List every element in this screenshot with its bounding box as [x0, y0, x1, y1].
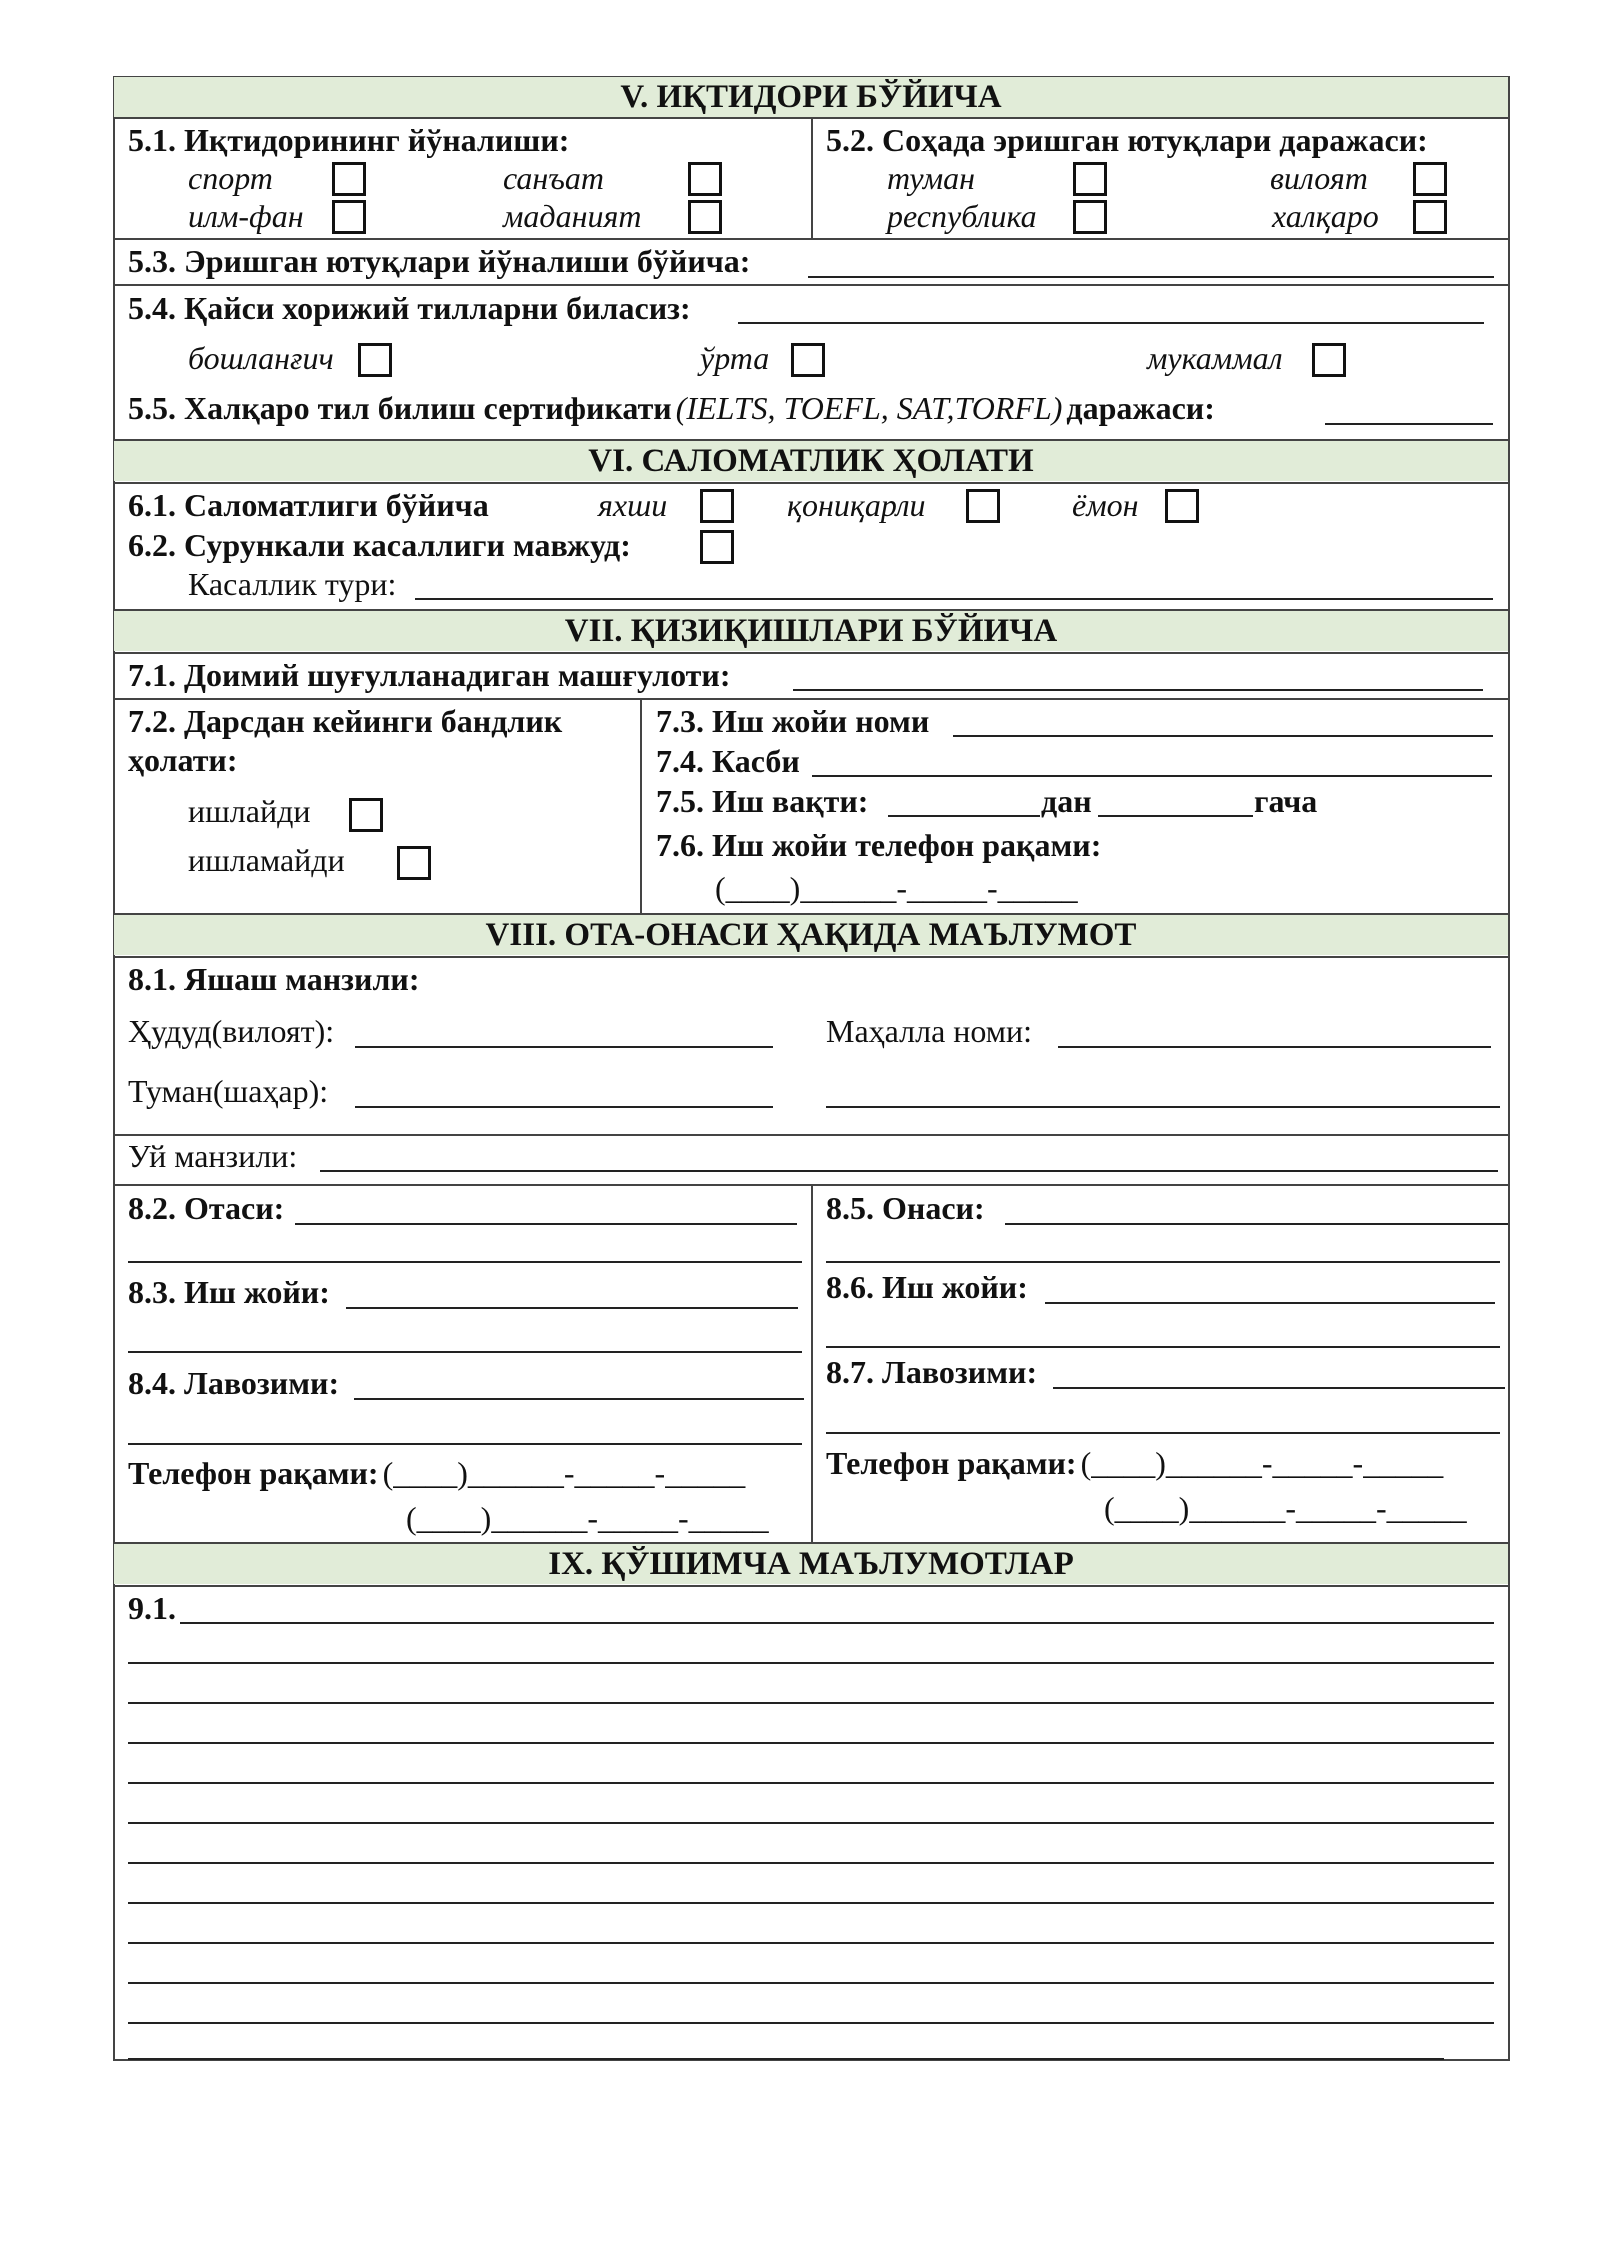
- health-poor-checkbox[interactable]: [1165, 489, 1199, 523]
- q86-label: 8.6. Иш жойи:: [826, 1269, 1028, 1305]
- mahalla-input-line[interactable]: [1058, 1046, 1491, 1048]
- notes-line-5[interactable]: [128, 1782, 1494, 1784]
- q55-input-line[interactable]: [1325, 423, 1493, 425]
- divider: [811, 117, 813, 239]
- health-satisfactory-checkbox[interactable]: [966, 489, 1000, 523]
- q81-label: 8.1. Яшаш манзили:: [128, 961, 420, 997]
- health-satisfactory-label: қониқарли: [787, 487, 926, 523]
- father-name-input-line-2[interactable]: [128, 1261, 802, 1263]
- divider: [113, 1585, 1510, 1587]
- mother-position-input-line-2[interactable]: [826, 1432, 1500, 1434]
- father-workplace-input-line-2[interactable]: [128, 1351, 802, 1353]
- q55-label: [128, 390, 1215, 427]
- mother-name-input-line[interactable]: [1005, 1223, 1508, 1225]
- district-label: Туман(шаҳар):: [128, 1073, 329, 1109]
- level-region-checkbox[interactable]: [1413, 162, 1447, 196]
- q51-label: 5.1. Иқтидорининг йўналиши:: [128, 122, 570, 158]
- mahalla-label: Маҳалла номи:: [826, 1013, 1033, 1049]
- lang-intermediate-label: ўрта: [700, 340, 770, 376]
- notes-line-3[interactable]: [128, 1702, 1494, 1704]
- working-label: ишлайди: [188, 793, 311, 829]
- divider: [113, 698, 1510, 700]
- form-border-left: [113, 76, 115, 2061]
- notes-line-2[interactable]: [128, 1662, 1494, 1664]
- q72-label-line1: 7.2. Дарсдан кейинги бандлик: [128, 703, 563, 739]
- q53-input-line[interactable]: [808, 276, 1494, 278]
- q84-label: 8.4. Лавозими:: [128, 1365, 340, 1401]
- father-position-input-line-2[interactable]: [128, 1443, 802, 1445]
- mother-workplace-input-line-2[interactable]: [826, 1346, 1500, 1348]
- lang-intermediate-checkbox[interactable]: [791, 343, 825, 377]
- health-poor-label: ёмон: [1072, 487, 1139, 523]
- chronic-disease-checkbox[interactable]: [700, 530, 734, 564]
- father-phone-row: [128, 1455, 745, 1492]
- form-border-right: [1508, 76, 1510, 2061]
- divider: [113, 956, 1510, 958]
- q75-from-input-line[interactable]: [888, 815, 1040, 817]
- q54-label: 5.4. Қайси хорижий тилларни биласиз:: [128, 290, 691, 326]
- father-phone-field[interactable]: (____)______-_____-_____: [382, 1455, 746, 1491]
- q71-label: 7.1. Доимий шуғулланадиган машғулоти:: [128, 657, 731, 693]
- option-sport-checkbox[interactable]: [332, 162, 366, 196]
- mother-name-input-line-2[interactable]: [826, 1261, 1500, 1263]
- q73-input-line[interactable]: [953, 735, 1493, 737]
- level-international-checkbox[interactable]: [1413, 200, 1447, 234]
- section6-header: VI. САЛОМАТЛИК ҲОЛАТИ: [114, 441, 1508, 481]
- q61-label: 6.1. Саломатлиги бўйича: [128, 487, 489, 523]
- level-district-checkbox[interactable]: [1073, 162, 1107, 196]
- mother-workplace-input-line[interactable]: [1045, 1302, 1495, 1304]
- q91-label: 9.1.: [128, 1590, 176, 1626]
- home-address-input-line[interactable]: [320, 1170, 1498, 1172]
- section8-header: VIII. ОТА-ОНАСИ ҲАҚИДА МАЪЛУМОТ: [114, 915, 1508, 955]
- q52-label: 5.2. Соҳада эришган ютуқлари даражаси:: [826, 122, 1428, 158]
- divider: [113, 652, 1510, 654]
- q75-label: 7.5. Иш вақти:: [656, 783, 869, 819]
- mother-position-input-line[interactable]: [1053, 1387, 1505, 1389]
- option-art-checkbox[interactable]: [688, 162, 722, 196]
- q62-label: 6.2. Сурункали касаллиги мавжуд:: [128, 527, 631, 563]
- notes-line-1[interactable]: [180, 1622, 1494, 1624]
- q55-label-b: (IELTS, TOEFL, SAT,TORFL): [675, 390, 1063, 426]
- notes-line-12[interactable]: [128, 2058, 1444, 2060]
- mother-phone-field-2[interactable]: (____)______-_____-_____: [1104, 1490, 1467, 1526]
- option-science-label: илм-фан: [188, 198, 304, 234]
- q53-label: 5.3. Эришган ютуқлари йўналиши бўйича:: [128, 243, 751, 279]
- q74-label: 7.4. Касби: [656, 743, 800, 779]
- not-working-label: ишламайди: [188, 842, 345, 878]
- divider: [113, 1134, 1510, 1136]
- home-address-label: Уй манзили:: [128, 1138, 298, 1174]
- mahalla-extra-input-line[interactable]: [826, 1106, 1500, 1108]
- mother-phone-label: Телефон рақами:: [826, 1445, 1077, 1481]
- q71-input-line[interactable]: [793, 689, 1483, 691]
- q72-label-line2: ҳолати:: [128, 742, 238, 778]
- level-district-label: туман: [887, 160, 976, 196]
- lang-beginner-checkbox[interactable]: [358, 343, 392, 377]
- q54-input-line[interactable]: [738, 322, 1484, 324]
- region-input-line[interactable]: [355, 1046, 773, 1048]
- region-label: Ҳудуд(вилоят):: [128, 1013, 335, 1049]
- father-position-input-line[interactable]: [354, 1398, 804, 1400]
- section7-header: VII. ҚИЗИҚИШЛАРИ БЎЙИЧА: [114, 611, 1508, 651]
- father-workplace-input-line[interactable]: [346, 1307, 798, 1309]
- notes-line-11[interactable]: [128, 2022, 1494, 2024]
- option-sport-label: спорт: [188, 160, 273, 196]
- divider: [113, 238, 1510, 240]
- not-working-checkbox[interactable]: [397, 846, 431, 880]
- q74-input-line[interactable]: [812, 775, 1492, 777]
- lang-advanced-label: мукаммал: [1147, 340, 1283, 376]
- q76-phone-field[interactable]: (____)______-_____-_____: [715, 870, 1078, 906]
- q75-from-label: дан: [1041, 783, 1092, 819]
- q73-label: 7.3. Иш жойи номи: [656, 703, 930, 739]
- level-republic-label: республика: [887, 198, 1037, 234]
- level-international-label: халқаро: [1272, 198, 1379, 234]
- divider: [113, 284, 1510, 286]
- father-name-input-line[interactable]: [295, 1223, 797, 1225]
- mother-phone-row: [826, 1445, 1443, 1482]
- q85-label: 8.5. Онаси:: [826, 1190, 985, 1226]
- notes-line-4[interactable]: [128, 1742, 1494, 1744]
- father-phone-field-2[interactable]: (____)______-_____-_____: [406, 1500, 769, 1536]
- option-art-label: санъат: [503, 160, 604, 196]
- level-region-label: вилоят: [1270, 160, 1368, 196]
- mother-phone-field[interactable]: (____)______-_____-_____: [1080, 1445, 1444, 1481]
- disease-type-label: Касаллик тури:: [188, 566, 397, 602]
- lang-advanced-checkbox[interactable]: [1312, 343, 1346, 377]
- q76-label: 7.6. Иш жойи телефон рақами:: [656, 827, 1102, 863]
- q55-label-c: даражаси:: [1066, 390, 1215, 426]
- q55-label-a: 5.5. Халқаро тил билиш сертификати: [128, 390, 672, 426]
- disease-type-input-line[interactable]: [415, 598, 1493, 600]
- section5-header: V. ИҚТИДОРИ БЎЙИЧА: [114, 77, 1508, 117]
- option-culture-checkbox[interactable]: [688, 200, 722, 234]
- divider: [113, 482, 1510, 484]
- divider: [640, 698, 642, 914]
- divider: [811, 1184, 813, 1543]
- q82-label: 8.2. Отаси:: [128, 1190, 285, 1226]
- option-science-checkbox[interactable]: [332, 200, 366, 234]
- health-good-label: яхши: [598, 487, 668, 523]
- lang-beginner-label: бошланғич: [188, 340, 334, 376]
- notes-line-8[interactable]: [128, 1902, 1494, 1904]
- section9-header: IX. ҚЎШИМЧА МАЪЛУМОТЛАР: [114, 1544, 1508, 1584]
- q83-label: 8.3. Иш жойи:: [128, 1274, 330, 1310]
- level-republic-checkbox[interactable]: [1073, 200, 1107, 234]
- notes-line-10[interactable]: [128, 1982, 1494, 1984]
- q75-to-label: гача: [1254, 783, 1318, 819]
- health-good-checkbox[interactable]: [700, 489, 734, 523]
- notes-line-9[interactable]: [128, 1942, 1494, 1944]
- district-input-line[interactable]: [355, 1106, 773, 1108]
- q75-to-input-line[interactable]: [1098, 815, 1253, 817]
- q87-label: 8.7. Лавозими:: [826, 1354, 1038, 1390]
- notes-line-7[interactable]: [128, 1862, 1494, 1864]
- notes-line-6[interactable]: [128, 1822, 1494, 1824]
- working-checkbox[interactable]: [349, 798, 383, 832]
- option-culture-label: маданият: [503, 198, 642, 234]
- father-phone-label: Телефон рақами:: [128, 1455, 379, 1491]
